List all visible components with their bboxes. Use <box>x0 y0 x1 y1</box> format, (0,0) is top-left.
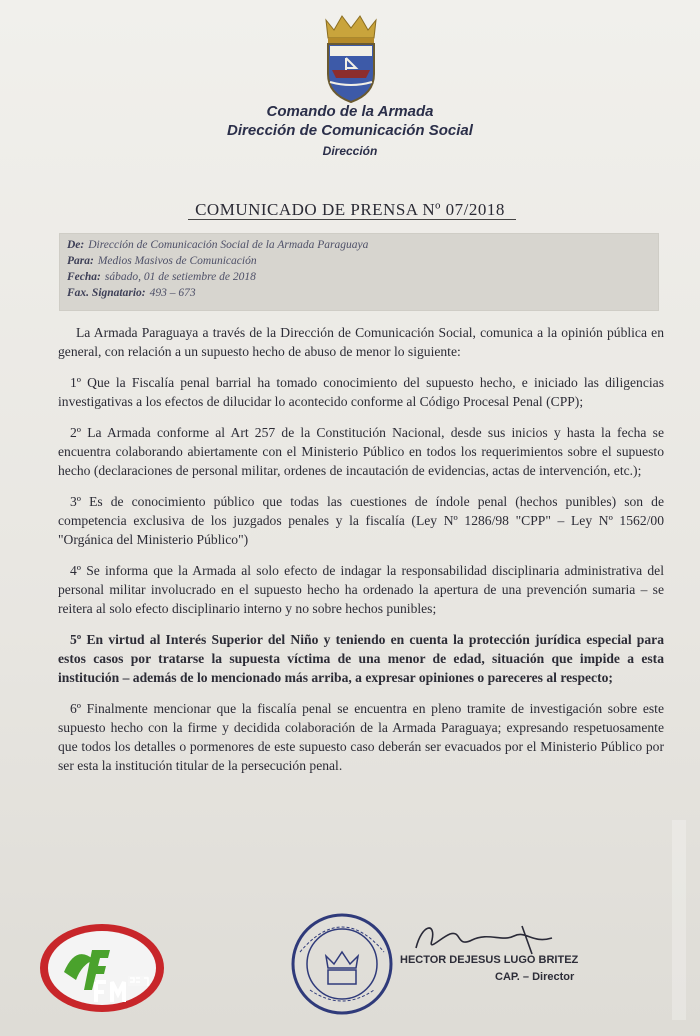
official-seal-icon <box>290 912 394 1016</box>
info-box <box>59 233 659 311</box>
info-row-fax: Fax. Signatario: 493 – 673 <box>67 287 196 299</box>
title-underline <box>188 219 516 220</box>
info-row-de: De: Dirección de Comunicación Social de la Armada Paraguaya <box>67 239 369 251</box>
sf-fm-logo-icon <box>36 920 168 1016</box>
watermark-text <box>664 820 694 1020</box>
paragraph-6: 6º Finalmente mencionar que la fiscalía penal se encuentra en pleno tramite de investigación sobre este supuesto hecho con la firme y decidida colaboración de la Armada Paraguaya; expresando respetuosamente que todos los detalles o pormenores de este supuesto caso deberán ser evacuados por el Ministerio Público por ser esta la institución titular de la persecución penal. <box>58 701 664 773</box>
document-body <box>58 323 664 787</box>
navy-crest-icon <box>316 12 386 104</box>
paragraph-2: 2º La Armada conforme al Art 257 de la Constitución Nacional, desde sus inicios y hasta la fecha se encuentra colaborando abiertamente con el Ministerio Público en todos los requerimientos sobre el supuesto hecho (declaraciones de personal militar, ordenes de incautación de evidencias, actas de intervención, etc.); <box>58 425 664 478</box>
info-row-fecha: Fecha: sábado, 01 de setiembre de 2018 <box>67 271 256 283</box>
paragraph-intro: La Armada Paraguaya a través de la Dirección de Comunicación Social, comunica a la opinión pública en general, con relación a un supuesto hecho de abuso de menor lo siguiente: <box>58 325 664 359</box>
signer-name: HECTOR DEJESUS LUGO BRITEZ <box>400 954 579 966</box>
letterhead-line-2: Dirección de Comunicación Social <box>227 122 473 139</box>
signer-role: CAP. – Director <box>495 971 575 983</box>
paragraph-5: 5º En virtud al Interés Superior del Niño y teniendo en cuenta la protección jurídica especial para estos casos por tratarse la supuesta víctima de una menor de edad, situación que impide a esta institución – además de lo mencionado más arriba, a expresar opiniones o pareceres al respecto; <box>58 632 664 685</box>
info-row-para: Para: Medios Masivos de Comunicación <box>67 255 257 267</box>
paragraph-4: 4º Se informa que la Armada al solo efecto de indagar la responsabilidad disciplinaria administrativa del personal militar involucrado en el supuesto hecho ha ordenado la apertura de una prevención sumaria – se reitera al solo efecto disciplinario interno y no sobre hechos punibles; <box>58 563 664 616</box>
paragraph-3: 3º Es de conocimiento público que todas las cuestiones de índole penal (hechos punibles) son de competencia exclusiva de los juzgados penales y la fiscalía (Ley Nº 1286/98 "CPP" – Ley Nº 1562/00 "Orgánica del Ministerio Público") <box>58 494 664 547</box>
letterhead-line-1: Comando de la Armada <box>266 103 434 120</box>
letterhead-line-3: Dirección <box>322 144 378 158</box>
document-title: COMUNICADO DE PRENSA Nº 07/2018 <box>195 200 505 219</box>
paragraph-1: 1º Que la Fiscalía penal barrial ha tomado conocimiento del supuesto hecho, e iniciado las diligencias investigativas a los efectos de dilucidar lo acontecido conforme al Código Procesal Penal (CPP); <box>58 375 664 409</box>
